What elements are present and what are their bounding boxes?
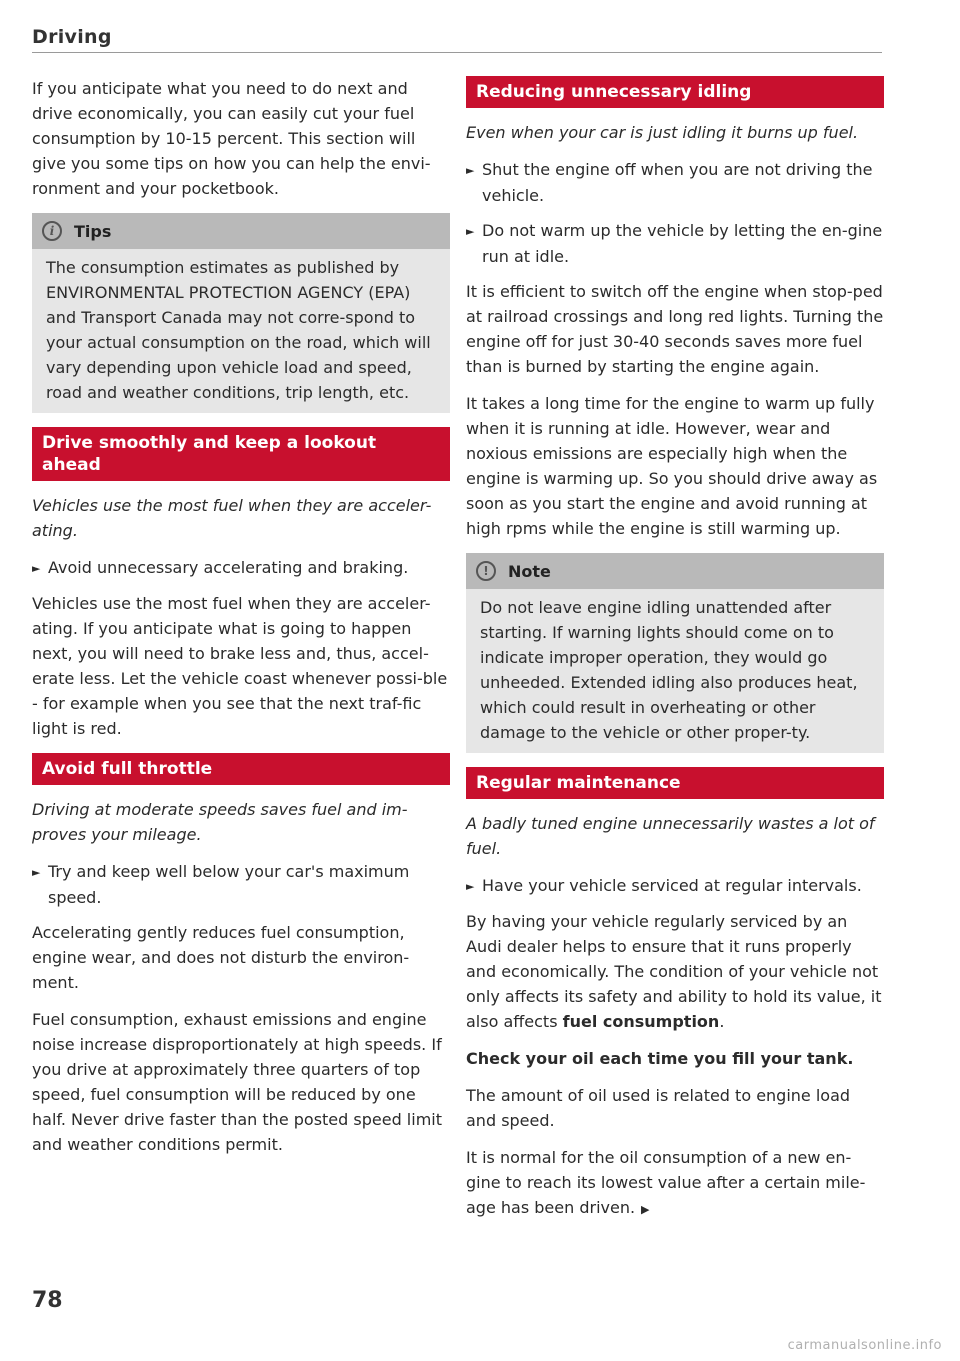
body-paragraph: By having your vehicle regularly serviced by an Audi dealer helps to ensure that it runs properly and economically. The condition of your vehicle not only affects its safety and ability to hold its value, it also affects fuel consumption. xyxy=(466,912,882,1031)
body-paragraph: Vehicles use the most fuel when they are acceler-ating. If you anticipate what is going to happen next, you will need to brake less and, thus, accel-erate less. Let the vehicle coast whenever possi-ble - for example when you see that the next traf-fic light is red. xyxy=(32,594,448,738)
note-header xyxy=(466,553,884,589)
list-item: ► Do not warm up the vehicle by letting the en-gine run at idle. xyxy=(466,221,883,266)
page-header xyxy=(32,26,882,48)
info-icon: i xyxy=(42,221,62,241)
body-paragraph: Accelerating gently reduces fuel consumption, engine wear, and does not disturb the environ-ment. xyxy=(32,923,410,992)
header-divider xyxy=(32,52,882,53)
tips-body: The consumption estimates as published by ENVIRONMENTAL PROTECTION AGENCY (EPA) and Transport Canada may not corre-spond to your actual consumption on the road, which will vary depending upon vehicle load and speed, road and weather conditions, trip length, etc. xyxy=(32,249,450,413)
intro-paragraph: If you anticipate what you need to do next and drive economically, you can easily cut your fuel consumption by 10-15 percent. This section will give you some tips on how you can help the envi-ronment and your pocketbook. xyxy=(32,79,431,198)
bold-instruction: Check your oil each time you fill your tank. xyxy=(466,1049,854,1068)
note-title: Note xyxy=(508,561,551,581)
section-lead: Driving at moderate speeds saves fuel and im-proves your mileage. xyxy=(32,800,408,844)
bullet-arrow-icon: ► xyxy=(466,164,475,177)
list-item: ► Shut the engine off when you are not driving the vehicle. xyxy=(466,160,873,205)
body-paragraph: The amount of oil used is related to engine load and speed. xyxy=(466,1086,851,1130)
body-paragraph: It is efficient to switch off the engine when stop-ped at railroad crossings and long red lights. Turning the engine off for just 30-40 seconds saves more fuel than is burned by starting the engine again. xyxy=(466,282,884,376)
body-paragraph: Fuel consumption, exhaust emissions and engine noise increase disproportionately at high speeds. If you drive at approximately three quarters of top speed, fuel consumption will be reduced by one half. Never drive faster than the posted speed limit and weather conditions permit. xyxy=(32,1010,442,1154)
tips-title: Tips xyxy=(74,221,112,241)
chapter-title: Driving xyxy=(32,26,112,48)
section-heading-drive-smoothly: Drive smoothly and keep a lookout ahead xyxy=(32,427,450,481)
bullet-arrow-icon: ► xyxy=(466,225,475,238)
emphasis-fuel-consumption: fuel consumption xyxy=(562,1012,720,1031)
tips-header xyxy=(32,213,450,249)
left-column xyxy=(32,76,450,1169)
section-heading-full-throttle: Avoid full throttle xyxy=(32,753,450,785)
list-item: ► Avoid unnecessary accelerating and braking. xyxy=(32,555,450,581)
list-item: ► Try and keep well below your car's maximum speed. xyxy=(32,862,410,907)
continue-arrow-icon: ▶ xyxy=(641,1203,650,1216)
tips-box xyxy=(32,213,450,413)
page-number: 78 xyxy=(32,1288,63,1313)
note-body: Do not leave engine idling unattended after starting. If warning lights should come on to indicate improper operation, they would go unheeded. Extended idling also produces heat, which could result in overheating or other damage to the vehicle or other proper-ty. xyxy=(466,589,884,753)
bullet-arrow-icon: ► xyxy=(32,866,41,879)
body-paragraph: It takes a long time for the engine to warm up fully when it is running at idle. However, wear and noxious emissions are especially high when the engine is warming up. So you should drive away as soon as you start the engine and avoid running at high rpms while the engine is still warming up. xyxy=(466,394,878,538)
bullet-arrow-icon: ► xyxy=(32,562,41,575)
body-paragraph: It is normal for the oil consumption of a new en-gine to reach its lowest value after a certain mile-age has been driven. ▶ xyxy=(466,1148,866,1217)
bullet-arrow-icon: ► xyxy=(466,880,475,893)
watermark: carmanualsonline.info xyxy=(787,1338,942,1353)
section-heading-maintenance: Regular maintenance xyxy=(466,767,884,799)
section-lead: Vehicles use the most fuel when they are acceler-ating. xyxy=(32,496,432,540)
right-column xyxy=(466,76,884,1234)
exclamation-icon: ! xyxy=(476,561,496,581)
list-item: ► Have your vehicle serviced at regular intervals. xyxy=(466,873,884,899)
section-lead: Even when your car is just idling it burns up fuel. xyxy=(466,123,859,142)
section-lead: A badly tuned engine unnecessarily wastes a lot of fuel. xyxy=(466,814,875,858)
section-heading-idling: Reducing unnecessary idling xyxy=(466,76,884,108)
note-box xyxy=(466,553,884,753)
